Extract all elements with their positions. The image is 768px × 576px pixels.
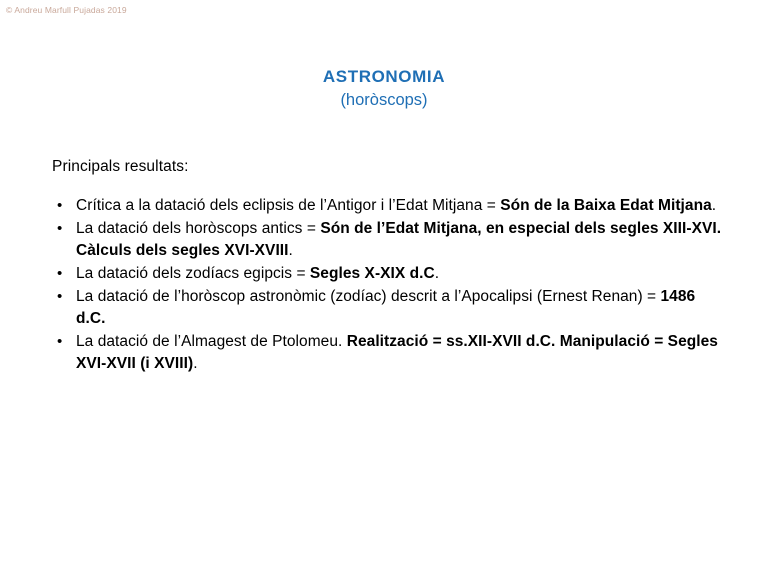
list-item-text bbox=[76, 288, 695, 327]
bullet-dot-icon: • bbox=[57, 197, 63, 214]
copyright-notice: © Andreu Marfull Pujadas 2019 bbox=[6, 5, 127, 15]
list-item-plain: . bbox=[288, 242, 293, 259]
list-item-plain: La datació de l’Almagest de Ptolomeu. bbox=[76, 333, 347, 350]
intro-text: Principals resultats: bbox=[52, 158, 189, 175]
slide-title-block bbox=[0, 66, 768, 112]
list-item-plain: La datació dels zodíacs egipcis = bbox=[76, 265, 310, 282]
list-item-text bbox=[76, 333, 718, 372]
list-item-emphasis: 1486 d.C. bbox=[76, 288, 696, 327]
list-item bbox=[52, 286, 728, 330]
bullet-dot-icon: • bbox=[57, 265, 63, 282]
list-item-emphasis: Segles X-XIX d.C bbox=[309, 265, 435, 282]
list-item bbox=[52, 331, 728, 375]
list-item-emphasis: Són de l’Edat Mitjana, en especial dels segles XIII-XVI. Càlculs dels segles XVI-XVIII bbox=[76, 220, 722, 259]
list-item-text bbox=[76, 220, 721, 259]
page-title: ASTRONOMIA bbox=[322, 67, 446, 86]
list-item-text bbox=[76, 197, 716, 214]
bullet-dot-icon: • bbox=[57, 288, 63, 305]
list-item bbox=[52, 263, 728, 285]
list-item-emphasis: Són de la Baixa Edat Mitjana bbox=[500, 197, 712, 214]
list-item-plain: La datació dels horòscops antics = bbox=[76, 220, 321, 237]
list-item bbox=[52, 218, 728, 262]
list-item-plain: Crítica a la datació dels eclipsis de l’Antigor i l’Edat Mitjana = bbox=[76, 197, 501, 214]
list-item-emphasis: Realització = ss.XII-XVII d.C. Manipulació = Segles XVI-XVII (i XVIII) bbox=[76, 333, 718, 372]
list-item-plain: La datació de l’horòscop astronòmic (zodíac) descrit a l’Apocalipsi (Ernest Renan) = bbox=[76, 288, 661, 305]
results-list bbox=[52, 195, 728, 375]
bullet-dot-icon: • bbox=[57, 220, 63, 237]
list-item-text bbox=[76, 265, 439, 282]
bullet-dot-icon: • bbox=[57, 333, 63, 350]
list-item bbox=[52, 195, 728, 217]
list-item-plain: . bbox=[434, 265, 440, 282]
slide-body bbox=[52, 158, 728, 376]
page-subtitle: (horòscops) bbox=[340, 91, 428, 109]
list-item-plain: . bbox=[711, 197, 717, 214]
list-item-plain: . bbox=[193, 355, 198, 372]
